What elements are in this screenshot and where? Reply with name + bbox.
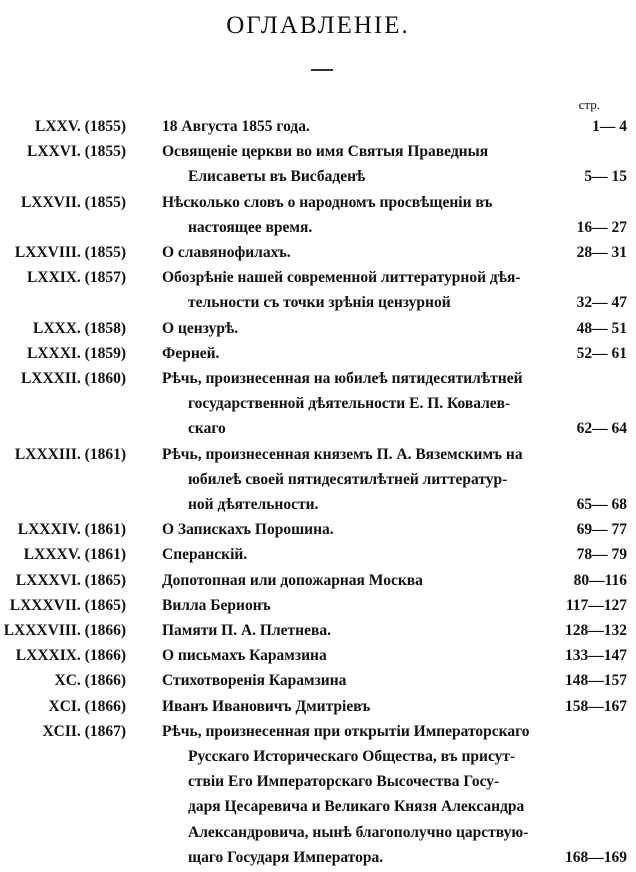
contents-entry	[0, 519, 636, 544]
entry-title-line: 18 Августа 1855 года.	[162, 118, 310, 135]
contents-entry	[0, 368, 636, 444]
entry-title-line: Стихотворенія Карамзина	[162, 672, 347, 690]
entry-number: XC. (1866)	[54, 672, 126, 690]
entry-title-line: О славянофилахъ.	[162, 244, 291, 261]
entry-pages: 5— 15	[584, 168, 627, 186]
entry-title-line: настоящее время.	[188, 218, 313, 236]
title-ornament	[311, 69, 333, 71]
entry-pages: 65— 68	[576, 495, 627, 513]
entry-number: LXXVII. (1855)	[20, 193, 126, 211]
contents-entry	[0, 670, 636, 695]
entry-number: LXXXV. (1861)	[23, 546, 126, 564]
entry-title-line: государственной дѣятельности Е. П. Ковалев-	[188, 395, 511, 413]
entry-title-line: Допотопная или допожарная Москва	[162, 571, 423, 589]
pages-column-header: стр.	[578, 97, 600, 112]
entry-pages: 48— 51	[576, 319, 627, 337]
entry-title-line: ной дѣятельности.	[188, 495, 319, 513]
entry-pages: 78— 79	[576, 546, 627, 564]
contents-entry	[0, 721, 636, 872]
entry-title-line: Рѣчь, произнесенная на юбилеѣ пятидесятилѣтней	[162, 370, 523, 387]
entry-title-line: Памяти П. А. Плетнева.	[162, 622, 331, 639]
entry-number: XCII. (1867)	[42, 722, 126, 740]
entry-title-line: Нѣсколько словъ о народномъ просвѣщеніи въ	[162, 193, 493, 211]
entry-number: LXXIX. (1857)	[26, 269, 126, 287]
entry-title-line: Русскаго Историческаго Общества, въ присут-	[188, 747, 516, 765]
entry-title-line: скаго	[188, 420, 226, 438]
entry-pages: 1— 4	[592, 118, 627, 135]
contents-entry	[0, 192, 636, 242]
entry-number: LXXXII. (1860)	[20, 370, 126, 387]
entry-title-line: даря Цесаревича и Великаго Князя Александра	[188, 798, 525, 816]
contents-entry	[0, 544, 636, 569]
entry-title-line: юбилеѣ своей пятидесятилѣтней литтератур-	[188, 470, 508, 488]
contents-entry	[0, 595, 636, 620]
entry-number: LXXXI. (1859)	[26, 344, 126, 362]
entry-title-line: Обозрѣніе нашей современной литтературной дѣя-	[162, 269, 521, 287]
contents-entry	[0, 141, 636, 191]
entry-number: XCI. (1866)	[48, 697, 126, 715]
page-title: ОГЛАВЛЕНІЕ.	[226, 12, 410, 39]
entry-number: LXXXVII. (1865)	[9, 596, 126, 614]
entry-title-line: Рѣчь, произнесенная княземъ П. А. Вяземскимъ на	[162, 445, 523, 463]
entry-pages: 28— 31	[576, 244, 627, 261]
entry-title-line: Александровича, нынѣ благополучно царствую-	[188, 823, 529, 841]
entry-number: LXXXVI. (1865)	[15, 571, 126, 589]
entry-number: LXXX. (1858)	[33, 319, 126, 337]
entry-number: LXXV. (1855)	[35, 118, 126, 135]
entry-number: LXXXIX. (1866)	[15, 647, 126, 665]
entry-pages: 80—116	[573, 571, 627, 589]
entry-title-line: Сперанскій.	[162, 546, 248, 564]
entry-title-line: Рѣчь, произнесенная при открытіи Императорскаго	[162, 722, 530, 740]
contents-entry	[0, 620, 636, 645]
entry-number: LXXXIII. (1861)	[14, 445, 126, 463]
entry-title-line: Ферней.	[162, 344, 220, 362]
entry-number: LXXXVIII. (1866)	[3, 622, 126, 639]
entry-title-line: О Запискахъ Порошина.	[162, 521, 334, 539]
entry-pages: 168—169	[565, 848, 627, 866]
entry-pages: 16— 27	[576, 218, 627, 236]
entry-pages: 148—157	[565, 672, 627, 690]
contents-entry	[0, 645, 636, 670]
entry-title-line: О письмахъ Карамзина	[162, 647, 327, 665]
entry-title-line: О цензурѣ.	[162, 319, 239, 337]
contents-entry	[0, 696, 636, 721]
entry-number: LXXXIV. (1861)	[17, 521, 126, 539]
contents-entry	[0, 343, 636, 368]
contents-entry	[0, 318, 636, 343]
entry-pages: 69— 77	[576, 521, 627, 539]
entry-pages: 128—132	[565, 622, 627, 639]
entry-title-line: Иванъ Ивановичъ Дмитріевъ	[162, 697, 371, 715]
contents-entry	[0, 267, 636, 317]
entry-pages: 133—147	[565, 647, 627, 665]
entry-title-line: Вилла Берионъ	[162, 596, 271, 614]
entry-title-line: ствіи Его Императорскаго Высочества Госу-	[188, 773, 500, 791]
entry-title-line: щаго Государя Императора.	[188, 848, 384, 866]
entry-pages: 158—167	[565, 697, 627, 715]
entry-title-line: Елисаветы въ Висбаденѣ	[188, 168, 366, 186]
entry-number: LXXVIII. (1855)	[14, 244, 126, 261]
contents-entry	[0, 444, 636, 520]
entry-title-line: Освященіе церкви во имя Святыя Праведныя	[162, 143, 489, 161]
entry-pages: 32— 47	[576, 294, 627, 312]
contents-entry	[0, 570, 636, 595]
entry-pages: 62— 64	[576, 420, 627, 438]
contents-entry	[0, 242, 636, 267]
contents-entry	[0, 116, 636, 141]
entry-pages: 117—127	[565, 596, 627, 614]
entry-pages: 52— 61	[576, 344, 627, 362]
entry-number: LXXVI. (1855)	[26, 143, 126, 161]
entry-title-line: тельности съ точки зрѣнія цензурной	[188, 294, 451, 312]
